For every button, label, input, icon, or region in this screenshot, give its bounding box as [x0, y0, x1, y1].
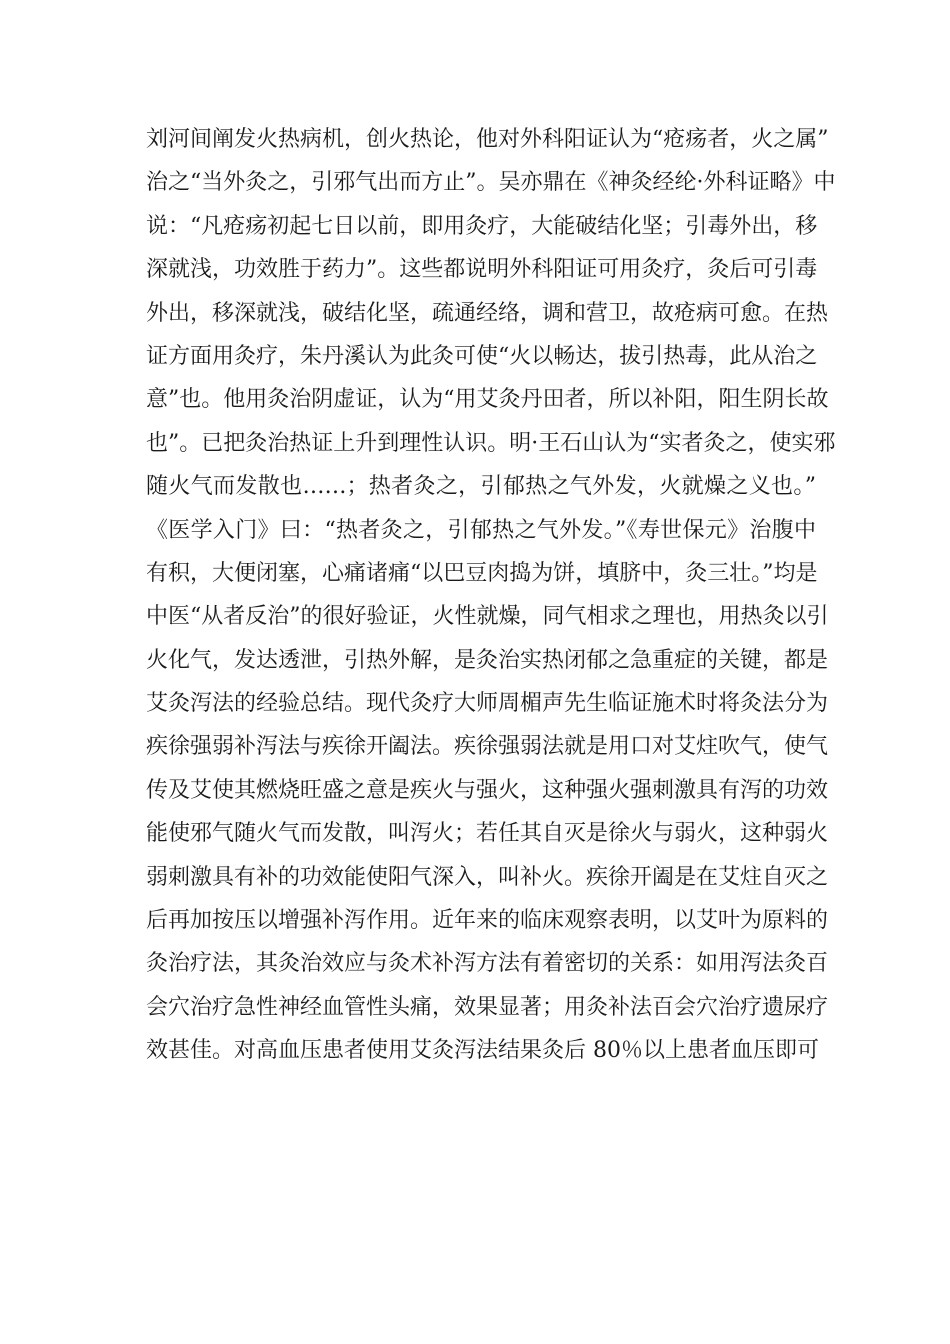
text-line: 意”也。他用灸治阴虚证，认为“用艾灸丹田者，所以补阳，阳生阴长故: [146, 387, 829, 413]
text-line: 后再加按压以增强补泻作用。近年来的临床观察表明，以艾叶为原料的: [146, 908, 829, 934]
text-line: 治之“当外灸之，引邪气出而方止”。吴亦鼎在《神灸经纶·外科证略》中: [146, 170, 836, 196]
text-line: 能使邪气随火气而发散，叫泻火；若任其自灭是徐火与弱火，这种弱火: [146, 821, 829, 847]
text-line: 弱刺激具有补的功效能使阳气深入，叫补火。疾徐开阖是在艾炷自灭之: [146, 864, 829, 890]
body-text: [146, 118, 836, 1073]
text-line: 也”。已把灸治热证上升到理性认识。明·王石山认为“实者灸之，使实邪: [146, 430, 836, 456]
text-line: 艾灸泻法的经验总结。现代灸疗大师周楣声先生临证施术时将灸法分为: [146, 691, 829, 717]
text-line: 灸治疗法，其灸治效应与灸术补泻方法有着密切的关系：如用泻法灸百: [146, 951, 829, 977]
text-line: 刘河间阐发火热病机，创火热论，他对外科阳证认为“疮疡者，火之属”: [146, 127, 829, 152]
text-line: 效甚佳。对高血压患者使用艾灸泻法结果灸后 80％以上患者血压即可: [146, 1038, 819, 1064]
text-line: 疾徐强弱补泻法与疾徐开阖法。疾徐强弱法就是用口对艾炷吹气，使气: [146, 734, 829, 760]
text-line: 有积，大便闭塞，心痛诸痛“以巴豆肉捣为饼，填脐中，灸三壮。”均是: [146, 560, 818, 586]
text-line: 说：“凡疮疡初起七日以前，即用灸疗，大能破结化坚；引毒外出，移: [146, 213, 818, 239]
text-line: 外出，移深就浅，破结化坚，疏通经络，调和营卫，故疮病可愈。在热: [146, 300, 829, 326]
text-line: 中医“从者反治”的很好验证，火性就燥，同气相求之理也，用热灸以引: [146, 604, 829, 630]
text-line: 火化气，发达透泄，引热外解，是灸治实热闭郁之急重症的关键，都是: [146, 647, 829, 673]
text-line: 《医学入门》曰：“热者灸之，引郁热之气外发。”《寿世保元》治腹中: [146, 517, 816, 543]
text-line: 会穴治疗急性神经血管性头痛，效果显著；用灸补法百会穴治疗遗尿疗: [146, 994, 829, 1020]
text-line: 证方面用灸疗，朱丹溪认为此灸可使“火以畅达，拔引热毒，此从治之: [146, 343, 818, 369]
text-line: 深就浅，功效胜于药力”。这些都说明外科阳证可用灸疗，灸后可引毒: [146, 257, 818, 283]
text-line: 传及艾使其燃烧旺盛之意是疾火与强火，这种强火强刺激具有泻的功效: [146, 777, 829, 803]
text-line: 随火气而发散也……；热者灸之，引郁热之气外发，火就燥之义也。”: [146, 474, 816, 500]
